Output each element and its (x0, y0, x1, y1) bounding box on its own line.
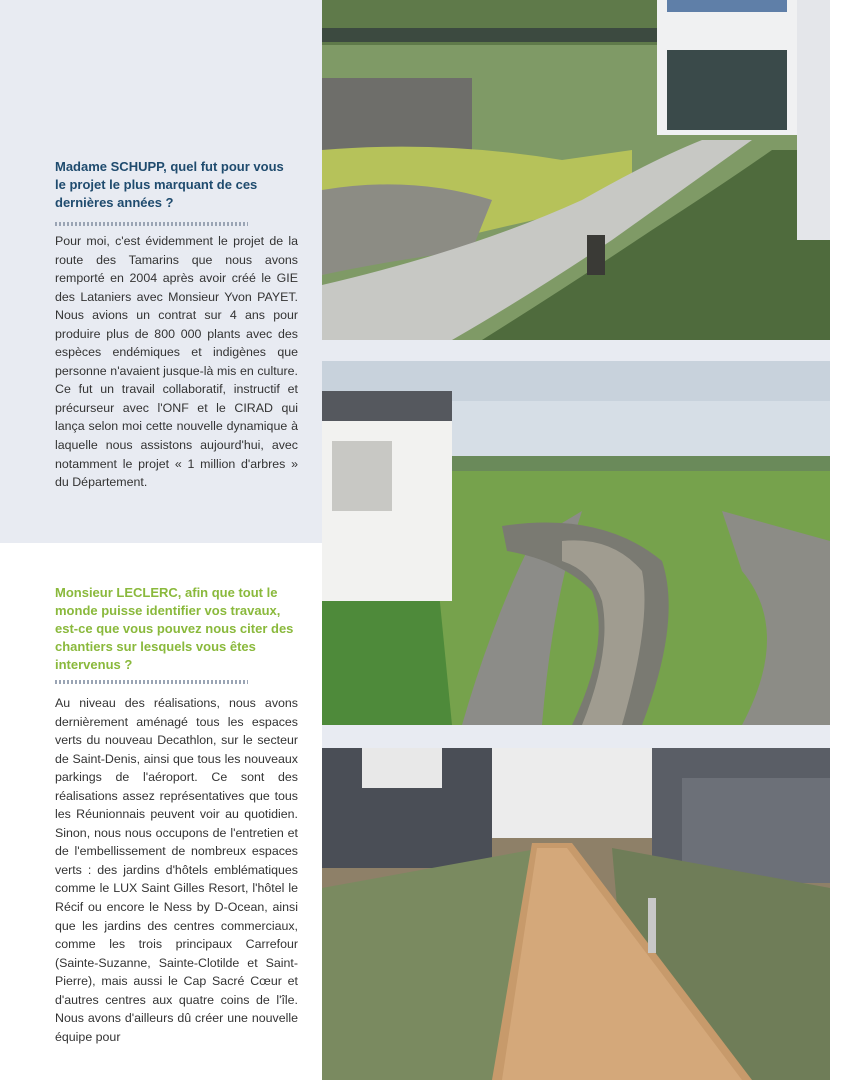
interview-answer-2: Au niveau des réalisations, nous avons dernièrement aménagé tous les espaces verts du nouveau Decathlon, sur le secteur de Saint-Denis, ainsi que tous les nouveaux parkings de l'aéroport. Ce sont des réalisations assez représentatives que tous les Réunionnais peuvent voir au quotidien. Sinon, nous nous occupons de l'entretien et de l'embellissement de nombreux espaces verts : des jardins d'hôtels emblématiques comme le LUX Saint Gilles Resort, l'hôtel le Récif ou encore le Ness by D-Ocean, ainsi que les jardins des centres commerciaux, comme les trois principaux Carrefour (Sainte-Suzanne, Sainte-Clotilde et Saint-Pierre), mais aussi le Cap Sacré Cœur et d'autres centres aux quatre coins de l'île. Nous avons d'ailleurs dû créer une nouvelle équipe pour (55, 696, 298, 1044)
dotted-divider (55, 680, 248, 684)
photo-wooden-boardwalk (322, 748, 830, 1080)
photo-garden-path-building (322, 0, 830, 340)
interview-question-2: Monsieur LECLERC, afin que tout le monde puisse identifier vos travaux, est-ce que vous pouvez nous citer des chantiers sur lesquels vous êtes intervenus ? (55, 585, 294, 672)
interview-question-1: Madame SCHUPP, quel fut pour vous le projet le plus marquant de ces dernières années ? (55, 159, 284, 210)
photo-gabion-walls-grass (322, 361, 830, 725)
interview-answer-1: Pour moi, c'est évidemment le projet de la route des Tamarins que nous avons remporté en 2004 après avoir créé le GIE des Lataniers avec Monsieur Yvon PAYET. Nous avions un contrat sur 4 ans pour produire plus de 800 000 plants avec des espèces endémiques et indigènes que personne n'avaient jusque-là mis en culture. Ce fut un travail collaboratif, instructif et précurseur avec l'ONF et le CIRAD qui lança selon moi cette nouvelle dynamique à laquelle nous assistons aujourd'hui, avec notamment le projet « 1 million d'arbres » du Département. (55, 234, 298, 490)
dotted-divider (55, 222, 248, 226)
page-right-margin (830, 0, 864, 1080)
